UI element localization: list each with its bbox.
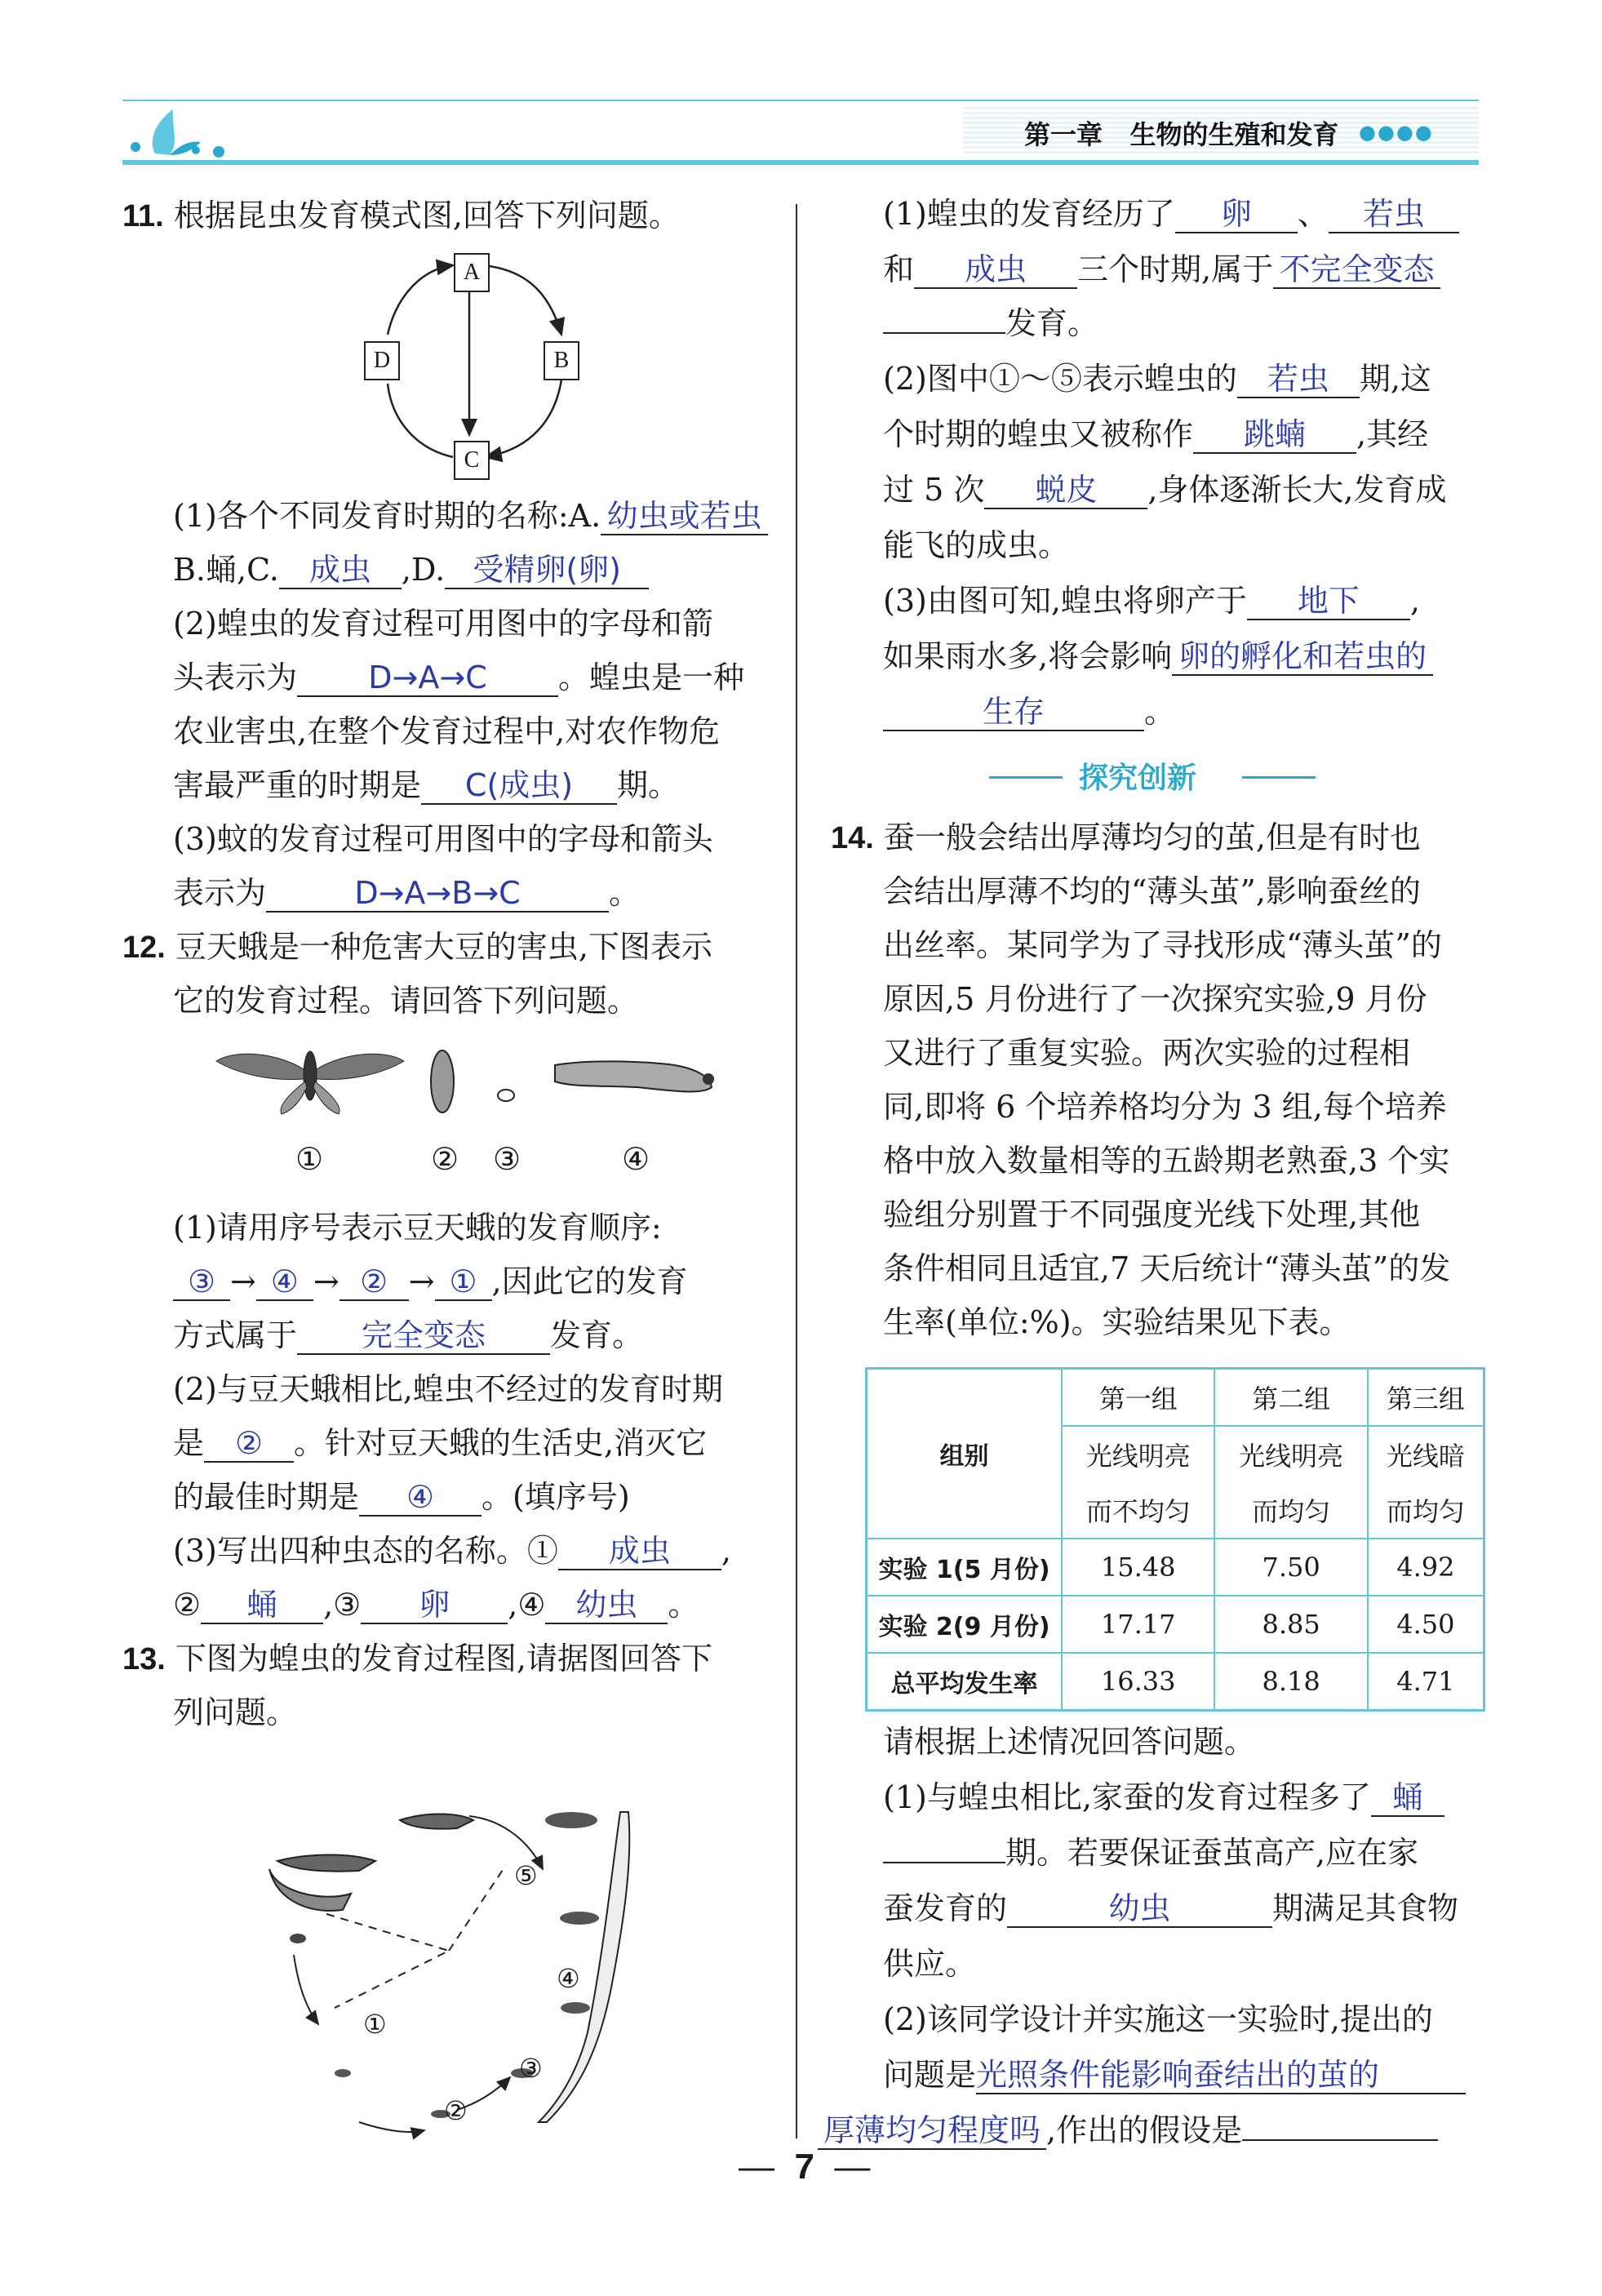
q11-answer-a: 幼虫或若虫 — [601, 498, 768, 535]
q14-line-10: 生率(单位:%)。实验结果见下表。 — [883, 1304, 1351, 1340]
q13-locust-lifecycle-illustration — [261, 1739, 686, 2147]
q14-part1-line2 — [883, 1833, 1418, 1872]
table-cell: 16.33 — [1062, 1653, 1214, 1711]
table-cell: 15.48 — [1062, 1539, 1214, 1596]
table-row — [867, 1539, 1484, 1596]
q13-part1-line1 — [883, 194, 1459, 233]
q14-line-1 — [831, 818, 1421, 858]
q12-answer-p1: 完全变态 — [297, 1317, 550, 1355]
q11-p2-pre: 头表示为 — [173, 659, 298, 695]
table-cond-3a: 光线暗 — [1368, 1426, 1484, 1482]
q14-p1-blank-continue — [883, 1862, 1005, 1863]
q12-part1-line1: (1)请用序号表示豆天蛾的发育顺序: — [173, 1210, 662, 1246]
q14-p2-l2-pre: 问题是 — [883, 2057, 977, 2093]
q11-number: 11. — [122, 199, 164, 233]
q13-answer-p1-1: 卵 — [1175, 196, 1298, 233]
q11-part2-line4 — [173, 766, 679, 805]
q11-part3-line1: (3)蚊的发育过程可用图中的字母和箭头 — [173, 821, 713, 857]
q12-arrow-3: → — [408, 1263, 435, 1299]
q14-line-8: 验组分别置于不同强度光线下处理,其他 — [883, 1197, 1421, 1232]
q12-label-4: ④ — [622, 1141, 650, 1177]
q14-p2-l3-post: ,作出的假设是 — [1046, 2112, 1243, 2148]
q12-p3-mark-3: ,③ — [323, 1587, 362, 1623]
q13-part1-line3 — [883, 304, 1098, 343]
q12-seq-4: ① — [435, 1263, 492, 1301]
q13-label-4: ④ — [557, 1963, 580, 1994]
chapter-number: 第一章 — [1024, 119, 1103, 150]
q13-p1-l3-post: 发育。 — [1005, 305, 1099, 341]
q14-line-2: 会结出厚薄不均的“薄头茧”,影响蚕丝的 — [883, 873, 1421, 909]
q12-part3-line2 — [173, 1585, 699, 1624]
q14-line-5: 又进行了重复实验。两次实验的过程相 — [883, 1035, 1411, 1071]
column-divider — [796, 204, 797, 2138]
table-corner-cell: 组别 — [867, 1369, 1063, 1539]
q13-p2-l3-post: ,身体逐渐长大,发育成 — [1147, 472, 1447, 508]
q12-answer-p3-2: 蛹 — [201, 1587, 323, 1624]
q13-part3-line2 — [883, 637, 1433, 676]
q11-answer-p2-1: D→A→C — [297, 659, 558, 697]
q13-answer-p2-1: 若虫 — [1237, 361, 1360, 398]
page-dash-right: — — [834, 2147, 871, 2187]
table-header-row — [867, 1369, 1484, 1427]
q13-answer-p3-2b: 生存 — [883, 694, 1144, 731]
q11-box-b: B — [544, 341, 579, 380]
q12-seq-3: ② — [339, 1263, 409, 1301]
section-line-left — [989, 776, 1063, 779]
q11-p3-pre: 表示为 — [173, 875, 267, 911]
moth-adult-icon — [216, 1051, 404, 1114]
table-cell: 4.71 — [1368, 1653, 1484, 1711]
q12-p3-comma: , — [721, 1533, 731, 1569]
q14-after-table: 请根据上述情况回答问题。 — [883, 1724, 1256, 1760]
q13-part3-line3 — [883, 692, 1175, 731]
q14-part1-line4: 供应。 — [883, 1946, 977, 1982]
q14-answer-p2-1b: 厚薄均匀程度吗 — [818, 2112, 1046, 2150]
egg-icon — [498, 1090, 514, 1101]
q13-number: 13. — [122, 1642, 166, 1676]
table-cell: 8.18 — [1214, 1653, 1367, 1711]
q11-part2-line2 — [173, 658, 744, 697]
q13-part2-line3 — [883, 470, 1447, 509]
q14-part2-line1: (2)该同学设计并实施这一实验时,提出的 — [883, 2001, 1433, 2037]
q11-part1-line2 — [173, 550, 649, 589]
q12-seq-1: ③ — [173, 1263, 230, 1301]
q13-p3-l2-pre: 如果雨水多,将会影响 — [883, 638, 1173, 674]
q11-part2-line1: (2)蝗虫的发育过程可用图中的字母和箭 — [173, 606, 713, 642]
q12-answer-p3-3: 卵 — [361, 1587, 508, 1624]
q13-part2-line1 — [883, 359, 1431, 398]
q12-answer-p2-2: ④ — [359, 1479, 481, 1517]
q13-p2-l2-post: ,其经 — [1356, 416, 1429, 452]
larva-icon — [555, 1061, 714, 1091]
q12-p1-l3-pre: 方式属于 — [173, 1317, 298, 1353]
q14-part2-line2 — [883, 2055, 1466, 2094]
q12-p1-l2-post: ,因此它的发育 — [491, 1263, 688, 1299]
table-group-1: 第一组 — [1062, 1369, 1214, 1427]
q13-stem-line1 — [122, 1639, 712, 1679]
q14-part1-line1 — [883, 1778, 1444, 1817]
q12-p3-period: 。 — [668, 1587, 699, 1623]
q13-label-5: ⑤ — [514, 1860, 538, 1891]
q11-p2-post: 。蝗虫是一种 — [558, 659, 745, 695]
q11-part3-line2 — [173, 873, 640, 913]
q13-answer-p2-3: 蜕皮 — [984, 472, 1147, 509]
q12-part3-line1 — [173, 1531, 731, 1570]
q14-line-3: 出丝率。某同学为了寻找形成“薄头茧”的 — [883, 927, 1442, 963]
q12-stem-line2: 它的发育过程。请回答下列问题。 — [173, 983, 639, 1019]
q13-p1-sep: 、 — [1297, 196, 1329, 232]
q12-p2-l2-pre: 是 — [173, 1425, 205, 1461]
q14-hypothesis-blank[interactable] — [1242, 2139, 1438, 2141]
q12-p2-l3-pre: 的最佳时期是 — [173, 1479, 360, 1515]
q11-box-d: D — [364, 341, 400, 380]
q12-p2-l3-post: 。(填序号) — [481, 1479, 630, 1515]
page-number — [739, 2147, 870, 2187]
table-cell: 17.17 — [1062, 1596, 1214, 1653]
q11-p1-b-text: B.蛹,C. — [173, 552, 279, 588]
q11-answer-p3: D→A→B→C — [266, 875, 609, 913]
q12-part1-line3 — [173, 1316, 643, 1355]
q11-box-a: A — [454, 253, 490, 292]
q13-p3-l1-pre: (3)由图可知,蝗虫将卵产于 — [883, 583, 1247, 619]
table-group-2: 第二组 — [1214, 1369, 1367, 1427]
q12-stem-text: 豆天蛾是一种危害大豆的害虫,下图表示 — [175, 929, 713, 965]
grass-stem-icon — [539, 1812, 629, 2122]
table-cell: 7.50 — [1214, 1539, 1367, 1596]
q12-arrow-2: → — [313, 1263, 339, 1299]
section-line-right — [1242, 776, 1316, 779]
q12-p1-l3-post: 发育。 — [550, 1317, 644, 1353]
q14-number: 14. — [831, 821, 874, 855]
q14-results-table — [865, 1367, 1485, 1712]
q12-p3-mark-2: ② — [173, 1587, 202, 1623]
q13-part1-line2 — [883, 250, 1440, 289]
table-cond-3b: 而均匀 — [1368, 1482, 1484, 1539]
q13-label-1: ① — [363, 2009, 387, 2040]
q14-p1-l3-post: 期满足其食物 — [1272, 1890, 1459, 1926]
q11-answer-p2-2: C(成虫) — [421, 767, 617, 805]
q13-p2-l3-pre: 过 5 次 — [883, 472, 985, 508]
q12-p3-l1-pre: (3)写出四种虫态的名称。① — [173, 1533, 558, 1569]
q14-part1-line3 — [883, 1889, 1458, 1928]
q14-answer-p1-1: 蛹 — [1371, 1779, 1444, 1817]
q13-part2-line4: 能飞的成虫。 — [883, 527, 1070, 563]
section-title: 探究创新 — [1079, 762, 1197, 795]
q11-box-c: C — [454, 441, 490, 480]
q14-answer-p1-2: 幼虫 — [1007, 1890, 1272, 1928]
q13-answer-p1-3: 成虫 — [914, 251, 1077, 289]
page-dash-left: — — [739, 2147, 774, 2187]
table-cell: 8.85 — [1214, 1596, 1367, 1653]
q12-seq-2: ④ — [256, 1263, 313, 1301]
q11-answer-c: 成虫 — [279, 552, 402, 589]
q11-p2-l4-post: 期。 — [617, 767, 680, 803]
q12-answer-p3-4: 幼虫 — [545, 1587, 668, 1624]
q13-p3-l1-post: , — [1409, 583, 1421, 619]
q11-answer-d: 受精卵(卵) — [445, 552, 649, 589]
q14-part2-line3 — [818, 2111, 1438, 2150]
q14-line-4: 原因,5 月份进行了一次探究实验,9 月份 — [883, 981, 1427, 1017]
q13-p1-l2-pre: 和 — [883, 251, 915, 287]
table-cell: 4.92 — [1368, 1539, 1484, 1596]
table-cond-2a: 光线明亮 — [1214, 1426, 1367, 1482]
q13-p2-l1-post: 期,这 — [1359, 361, 1431, 397]
q13-answer-p3-1: 地下 — [1247, 583, 1410, 620]
q12-part2-line3 — [173, 1477, 630, 1517]
q11-p1-d-text: ,D. — [401, 552, 446, 588]
table-row — [867, 1653, 1484, 1711]
q12-label-2: ② — [431, 1141, 459, 1177]
q14-line-6: 同,即将 6 个培养格均分为 3 组,每个培养 — [883, 1089, 1447, 1125]
q12-part1-line2 — [173, 1262, 688, 1301]
q12-label-3: ③ — [493, 1141, 521, 1177]
q11-p2-l4-pre: 害最严重的时期是 — [173, 767, 422, 803]
chapter-name: 生物的生殖和发育 — [1129, 119, 1339, 150]
q13-label-2: ② — [444, 2095, 468, 2126]
table-row-label: 实验 1(5 月份) — [867, 1539, 1063, 1596]
q13-p1-l2-mid: 三个时期,属于 — [1077, 251, 1274, 287]
adult-locust-icon — [269, 1814, 473, 1911]
table-row — [867, 1596, 1484, 1653]
q12-p2-l2-post: 。针对豆天蛾的生活史,消灭它 — [294, 1425, 708, 1461]
q11-part1-line1 — [173, 496, 768, 535]
pupa-icon — [431, 1050, 454, 1112]
q12-answer-p2-1: ② — [204, 1425, 294, 1463]
q11-p3-post: 。 — [609, 875, 641, 911]
q14-p1-l1-pre: (1)与蝗虫相比,家蚕的发育过程多了 — [883, 1779, 1371, 1815]
page-number-value: 7 — [794, 2147, 814, 2187]
q11-stem — [122, 196, 680, 236]
q12-stem-line1 — [122, 927, 712, 967]
q13-answer-p3-2a: 卵的孵化和若虫的 — [1172, 638, 1433, 676]
q11-p1-text: (1)各个不同发育时期的名称:A. — [173, 498, 601, 534]
q12-label-1: ① — [295, 1141, 324, 1177]
q13-p1-blank-continue — [883, 332, 1005, 334]
table-cond-1a: 光线明亮 — [1062, 1426, 1214, 1482]
q12-p3-mark-4: ,④ — [508, 1587, 546, 1623]
q11-part2-line3: 农业害虫,在整个发育过程中,对农作物危 — [173, 713, 721, 749]
q13-p2-l1-pre: (2)图中①～⑤表示蝗虫的 — [883, 361, 1237, 397]
q14-text-1: 蚕一般会结出厚薄均匀的茧,但是有时也 — [883, 819, 1422, 855]
table-cond-1b: 而不均匀 — [1062, 1482, 1214, 1539]
q13-p2-l2-pre: 个时期的蝗虫又被称作 — [883, 416, 1194, 452]
q12-moth-lifecycle-illustration — [212, 1037, 751, 1135]
q12-answer-p3-1: 成虫 — [558, 1533, 721, 1570]
table-group-3: 第三组 — [1368, 1369, 1484, 1427]
q14-line-9: 条件相同且适宜,7 天后统计“薄头茧”的发 — [883, 1250, 1451, 1286]
q13-answer-p2-2: 跳蝻 — [1193, 416, 1356, 454]
q14-p1-l2-post: 期。若要保证蚕茧高产,应在家 — [1005, 1835, 1419, 1871]
table-row-label: 总平均发生率 — [867, 1653, 1063, 1711]
q14-p1-l3-pre: 蚕发育的 — [883, 1890, 1008, 1926]
q14-line-7: 格中放入数量相等的五龄期老熟蚕,3 个实 — [883, 1143, 1450, 1179]
table-row-label: 实验 2(9 月份) — [867, 1596, 1063, 1653]
chapter-title — [1024, 114, 1338, 152]
q11-stem-text: 根据昆虫发育模式图,回答下列问题。 — [173, 198, 680, 233]
q12-part2-line2 — [173, 1423, 707, 1463]
q13-answer-p1-4: 不完全变态 — [1273, 251, 1440, 289]
q14-answer-p2-1a: 光照条件能影响蚕结出的茧的 — [976, 2057, 1466, 2094]
table-cell: 4.50 — [1368, 1596, 1484, 1653]
q13-stem-text: 下图为蝗虫的发育过程图,请据图回答下 — [175, 1641, 713, 1676]
q12-number: 12. — [122, 930, 166, 965]
q12-part2-line1: (2)与豆天蛾相比,蝗虫不经过的发育时期 — [173, 1371, 723, 1407]
q13-answer-p1-2: 若虫 — [1329, 196, 1459, 233]
q13-p3-l3-post: 。 — [1144, 694, 1176, 730]
table-cond-2b: 而均匀 — [1214, 1482, 1367, 1539]
q13-part3-line1 — [883, 581, 1420, 620]
q12-arrow-1: → — [230, 1263, 256, 1299]
q13-part2-line2 — [883, 415, 1428, 454]
q13-p1-l1-pre: (1)蝗虫的发育经历了 — [883, 196, 1175, 232]
header-dots: ●●●● — [1359, 121, 1434, 144]
q13-stem-line2: 列问题。 — [173, 1694, 298, 1730]
q13-label-3: ③ — [519, 2053, 543, 2084]
